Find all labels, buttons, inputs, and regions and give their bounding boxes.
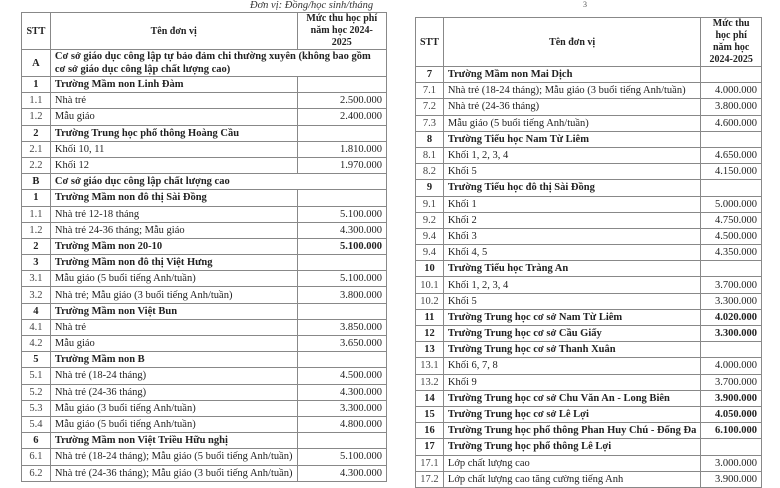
row-fee: 3.000.000 bbox=[701, 455, 762, 471]
row-fee bbox=[297, 190, 386, 206]
row-stt: 8.2 bbox=[416, 164, 444, 180]
row-name: Khối 9 bbox=[443, 374, 700, 390]
row-stt: 7.3 bbox=[416, 115, 444, 131]
row-fee: 3.900.000 bbox=[701, 390, 762, 406]
row-fee: 4.750.000 bbox=[701, 212, 762, 228]
table-group-row bbox=[416, 180, 762, 196]
row-name: Khối 3 bbox=[443, 228, 700, 244]
row-fee bbox=[297, 433, 386, 449]
header-name: Tên đơn vị bbox=[50, 13, 297, 50]
table-group-row bbox=[22, 77, 387, 93]
row-fee: 3.800.000 bbox=[701, 99, 762, 115]
row-fee: 5.100.000 bbox=[297, 238, 386, 254]
row-stt: 8.1 bbox=[416, 147, 444, 163]
row-fee: 4.050.000 bbox=[701, 406, 762, 422]
row-name: Trường Mầm non Linh Đàm bbox=[50, 77, 297, 93]
header-fee: Mức thu học phí năm học 2024-2025 bbox=[701, 18, 762, 67]
table-row bbox=[22, 287, 387, 303]
table-row bbox=[416, 245, 762, 261]
row-stt: 3.1 bbox=[22, 271, 51, 287]
row-name: Nhà trẻ (24-36 tháng) bbox=[50, 384, 297, 400]
row-fee: 3.700.000 bbox=[701, 277, 762, 293]
row-name: Mẫu giáo (5 buổi tiếng Anh/tuần) bbox=[50, 271, 297, 287]
row-stt: 5.1 bbox=[22, 368, 51, 384]
row-fee: 3.300.000 bbox=[297, 400, 386, 416]
row-fee: 3.700.000 bbox=[701, 374, 762, 390]
row-name: Trường Trung học cơ sở Thanh Xuân bbox=[443, 342, 700, 358]
row-fee: 6.100.000 bbox=[701, 423, 762, 439]
row-fee: 4.020.000 bbox=[701, 309, 762, 325]
row-stt: 2 bbox=[22, 238, 51, 254]
row-stt: 5 bbox=[22, 352, 51, 368]
row-fee bbox=[701, 439, 762, 455]
row-stt: 7 bbox=[416, 67, 444, 83]
row-fee bbox=[297, 125, 386, 141]
table-group-row bbox=[22, 50, 387, 77]
row-stt: 9.2 bbox=[416, 212, 444, 228]
table-row bbox=[22, 336, 387, 352]
table-group-row bbox=[416, 423, 762, 439]
row-fee: 5.100.000 bbox=[297, 206, 386, 222]
table-row bbox=[22, 465, 387, 481]
row-fee bbox=[701, 261, 762, 277]
table-group-row bbox=[416, 406, 762, 422]
row-stt: 4.2 bbox=[22, 336, 51, 352]
row-stt: 5.2 bbox=[22, 384, 51, 400]
row-stt: 17.1 bbox=[416, 455, 444, 471]
row-fee: 3.650.000 bbox=[297, 336, 386, 352]
row-stt: 7.2 bbox=[416, 99, 444, 115]
row-fee: 4.000.000 bbox=[701, 358, 762, 374]
row-name: Trường Tiểu học đô thị Sài Đồng bbox=[443, 180, 700, 196]
table-row bbox=[22, 222, 387, 238]
unit-note: Đơn vị: Đồng/học sinh/tháng bbox=[250, 0, 374, 11]
row-fee: 2.400.000 bbox=[297, 109, 386, 125]
row-name: Nhà trẻ 24-36 tháng; Mẫu giáo bbox=[50, 222, 297, 238]
row-fee bbox=[701, 131, 762, 147]
row-name: Trường Trung học cơ sở Chu Văn An - Long Biên bbox=[443, 390, 700, 406]
header-fee: Mức thu học phí năm học 2024-2025 bbox=[297, 13, 386, 50]
row-fee: 4.300.000 bbox=[297, 384, 386, 400]
table-group-row bbox=[22, 174, 387, 190]
row-fee: 3.800.000 bbox=[297, 287, 386, 303]
row-name: Trường Mầm non Mai Dịch bbox=[443, 67, 700, 83]
table-row bbox=[22, 109, 387, 125]
row-stt: 1 bbox=[22, 77, 51, 93]
row-name: Mẫu giáo (5 buổi tiếng Anh/tuần) bbox=[50, 416, 297, 432]
row-stt: 3.2 bbox=[22, 287, 51, 303]
row-fee: 1.970.000 bbox=[297, 157, 386, 173]
table-group-row bbox=[416, 67, 762, 83]
row-stt: 9 bbox=[416, 180, 444, 196]
row-name: Mẫu giáo (3 buổi tiếng Anh/tuần) bbox=[50, 400, 297, 416]
row-fee: 5.000.000 bbox=[701, 196, 762, 212]
table-group-row bbox=[22, 433, 387, 449]
row-name: Trường Mầm non đô thị Việt Hưng bbox=[50, 255, 297, 271]
row-name: Khối 1, 2, 3, 4 bbox=[443, 147, 700, 163]
table-header bbox=[22, 13, 387, 50]
row-stt: 14 bbox=[416, 390, 444, 406]
table-row bbox=[416, 455, 762, 471]
row-fee bbox=[701, 180, 762, 196]
row-name: Khối 6, 7, 8 bbox=[443, 358, 700, 374]
table-row bbox=[416, 471, 762, 487]
row-stt: 15 bbox=[416, 406, 444, 422]
table-row bbox=[416, 277, 762, 293]
row-fee: 3.850.000 bbox=[297, 319, 386, 335]
row-stt: 6.2 bbox=[22, 465, 51, 481]
row-stt: 17 bbox=[416, 439, 444, 455]
table-group-row bbox=[22, 238, 387, 254]
row-name: Nhà trẻ (18-24 tháng) bbox=[50, 368, 297, 384]
row-stt: 9.4 bbox=[416, 228, 444, 244]
row-stt: 16 bbox=[416, 423, 444, 439]
row-fee: 4.800.000 bbox=[297, 416, 386, 432]
row-fee bbox=[297, 77, 386, 93]
table-row bbox=[416, 196, 762, 212]
row-stt: 13.2 bbox=[416, 374, 444, 390]
table-row bbox=[22, 206, 387, 222]
table-header bbox=[416, 18, 762, 67]
table-row bbox=[22, 449, 387, 465]
row-name: Trường Trung học phổ thông Phan Huy Chú - Đống Đa bbox=[443, 423, 700, 439]
table-row bbox=[416, 99, 762, 115]
row-name: Khối 2 bbox=[443, 212, 700, 228]
row-name: Mẫu giáo bbox=[50, 336, 297, 352]
row-name: Nhà trẻ; Mẫu giáo (3 buổi tiếng Anh/tuần) bbox=[50, 287, 297, 303]
row-fee: 4.150.000 bbox=[701, 164, 762, 180]
row-stt: 9.4 bbox=[416, 245, 444, 261]
table-row bbox=[22, 141, 387, 157]
row-fee bbox=[297, 352, 386, 368]
row-fee: 5.100.000 bbox=[297, 271, 386, 287]
row-name: Trường Mầm non Việt Bun bbox=[50, 303, 297, 319]
row-fee: 2.500.000 bbox=[297, 93, 386, 109]
table-group-row bbox=[416, 390, 762, 406]
row-stt: 7.1 bbox=[416, 83, 444, 99]
row-fee: 4.300.000 bbox=[297, 222, 386, 238]
row-name: Trường Mầm non 20-10 bbox=[50, 238, 297, 254]
row-name: Khối 5 bbox=[443, 293, 700, 309]
row-name: Khối 10, 11 bbox=[50, 141, 297, 157]
row-stt: 6.1 bbox=[22, 449, 51, 465]
header-stt: STT bbox=[22, 13, 51, 50]
row-name: Trường Trung học phổ thông Lê Lợi bbox=[443, 439, 700, 455]
table-group-row bbox=[22, 255, 387, 271]
row-stt: 4.1 bbox=[22, 319, 51, 335]
table-group-row bbox=[416, 326, 762, 342]
row-fee: 3.300.000 bbox=[701, 326, 762, 342]
row-name: Nhà trẻ (24-36 tháng); Mẫu giáo (3 buổi tiếng Anh/tuần) bbox=[50, 465, 297, 481]
row-name: Nhà trẻ bbox=[50, 93, 297, 109]
table-row bbox=[22, 368, 387, 384]
row-fee: 3.900.000 bbox=[701, 471, 762, 487]
row-fee: 4.650.000 bbox=[701, 147, 762, 163]
row-fee: 4.500.000 bbox=[701, 228, 762, 244]
table-row bbox=[22, 400, 387, 416]
row-name: Trường Mầm non B bbox=[50, 352, 297, 368]
row-fee bbox=[701, 67, 762, 83]
row-fee bbox=[297, 303, 386, 319]
row-name: Nhà trẻ bbox=[50, 319, 297, 335]
row-stt: 10.2 bbox=[416, 293, 444, 309]
row-stt: A bbox=[22, 50, 51, 77]
header-name: Tên đơn vị bbox=[443, 18, 700, 67]
row-stt: 1.2 bbox=[22, 109, 51, 125]
table-row bbox=[416, 212, 762, 228]
row-name: Nhà trẻ (18-24 tháng); Mẫu giáo (5 buổi tiếng Anh/tuần) bbox=[50, 449, 297, 465]
row-fee: 1.810.000 bbox=[297, 141, 386, 157]
row-name: Khối 1, 2, 3, 4 bbox=[443, 277, 700, 293]
row-fee bbox=[701, 342, 762, 358]
row-name: Nhà trẻ (24-36 tháng) bbox=[443, 99, 700, 115]
table-group-row bbox=[22, 352, 387, 368]
table-row bbox=[416, 293, 762, 309]
table-row bbox=[22, 384, 387, 400]
row-stt: 1.2 bbox=[22, 222, 51, 238]
row-stt: 12 bbox=[416, 326, 444, 342]
row-name: Trường Trung học cơ sở Cầu Giấy bbox=[443, 326, 700, 342]
row-fee: 4.500.000 bbox=[297, 368, 386, 384]
row-stt: 1.1 bbox=[22, 206, 51, 222]
table-group-row bbox=[416, 439, 762, 455]
row-fee: 4.000.000 bbox=[701, 83, 762, 99]
table-row bbox=[22, 416, 387, 432]
table-row bbox=[416, 228, 762, 244]
row-name: Khối 5 bbox=[443, 164, 700, 180]
row-stt: 1.1 bbox=[22, 93, 51, 109]
row-name: Khối 12 bbox=[50, 157, 297, 173]
table-row bbox=[416, 164, 762, 180]
row-name: Trường Tiểu học Tràng An bbox=[443, 261, 700, 277]
row-fee: 4.300.000 bbox=[297, 465, 386, 481]
row-stt: 13.1 bbox=[416, 358, 444, 374]
row-stt: 6 bbox=[22, 433, 51, 449]
row-fee: 5.100.000 bbox=[297, 449, 386, 465]
row-name: Cơ sở giáo dục công lập tự bảo đảm chi thường xuyên (không bao gồm cơ sở giáo dục công lập chất lượng cao) bbox=[50, 50, 386, 77]
row-name: Khối 4, 5 bbox=[443, 245, 700, 261]
table-group-row bbox=[22, 190, 387, 206]
fee-table-right bbox=[415, 17, 762, 488]
row-name: Nhà trẻ (18-24 tháng); Mẫu giáo (3 buổi tiếng Anh/tuần) bbox=[443, 83, 700, 99]
row-name: Trường Trung học cơ sở Lê Lợi bbox=[443, 406, 700, 422]
row-stt: 4 bbox=[22, 303, 51, 319]
fee-table-left bbox=[21, 12, 387, 482]
table-row bbox=[22, 319, 387, 335]
row-stt: B bbox=[22, 174, 51, 190]
table-row bbox=[416, 358, 762, 374]
row-name: Trường Mầm non đô thị Sài Đồng bbox=[50, 190, 297, 206]
row-stt: 10.1 bbox=[416, 277, 444, 293]
page-number: 3 bbox=[583, 0, 587, 9]
row-stt: 11 bbox=[416, 309, 444, 325]
row-stt: 5.3 bbox=[22, 400, 51, 416]
row-name: Lớp chất lượng cao tăng cường tiếng Anh bbox=[443, 471, 700, 487]
row-stt: 17.2 bbox=[416, 471, 444, 487]
row-name: Cơ sở giáo dục công lập chất lượng cao bbox=[50, 174, 386, 190]
row-name: Trường Trung học phổ thông Hoàng Cầu bbox=[50, 125, 297, 141]
row-name: Mẫu giáo bbox=[50, 109, 297, 125]
table-row bbox=[22, 93, 387, 109]
row-name: Trường Trung học cơ sở Nam Từ Liêm bbox=[443, 309, 700, 325]
table-row bbox=[416, 374, 762, 390]
row-fee: 3.300.000 bbox=[701, 293, 762, 309]
row-stt: 1 bbox=[22, 190, 51, 206]
table-group-row bbox=[22, 303, 387, 319]
table-row bbox=[416, 83, 762, 99]
row-stt: 2.1 bbox=[22, 141, 51, 157]
row-fee: 4.350.000 bbox=[701, 245, 762, 261]
row-fee: 4.600.000 bbox=[701, 115, 762, 131]
row-name: Nhà trẻ 12-18 tháng bbox=[50, 206, 297, 222]
row-stt: 9.1 bbox=[416, 196, 444, 212]
row-name: Khối 1 bbox=[443, 196, 700, 212]
table-group-row bbox=[416, 342, 762, 358]
row-name: Trường Mầm non Việt Triều Hữu nghị bbox=[50, 433, 297, 449]
table-row bbox=[22, 157, 387, 173]
row-stt: 8 bbox=[416, 131, 444, 147]
row-stt: 10 bbox=[416, 261, 444, 277]
table-row bbox=[416, 115, 762, 131]
table-row bbox=[22, 271, 387, 287]
table-row bbox=[416, 147, 762, 163]
row-name: Lớp chất lượng cao bbox=[443, 455, 700, 471]
row-stt: 13 bbox=[416, 342, 444, 358]
row-fee bbox=[297, 255, 386, 271]
row-name: Mẫu giáo (5 buổi tiếng Anh/tuần) bbox=[443, 115, 700, 131]
table-group-row bbox=[22, 125, 387, 141]
header-stt: STT bbox=[416, 18, 444, 67]
row-stt: 2.2 bbox=[22, 157, 51, 173]
row-stt: 2 bbox=[22, 125, 51, 141]
row-stt: 3 bbox=[22, 255, 51, 271]
table-group-row bbox=[416, 131, 762, 147]
row-name: Trường Tiểu học Nam Từ Liêm bbox=[443, 131, 700, 147]
table-group-row bbox=[416, 261, 762, 277]
row-stt: 5.4 bbox=[22, 416, 51, 432]
table-group-row bbox=[416, 309, 762, 325]
